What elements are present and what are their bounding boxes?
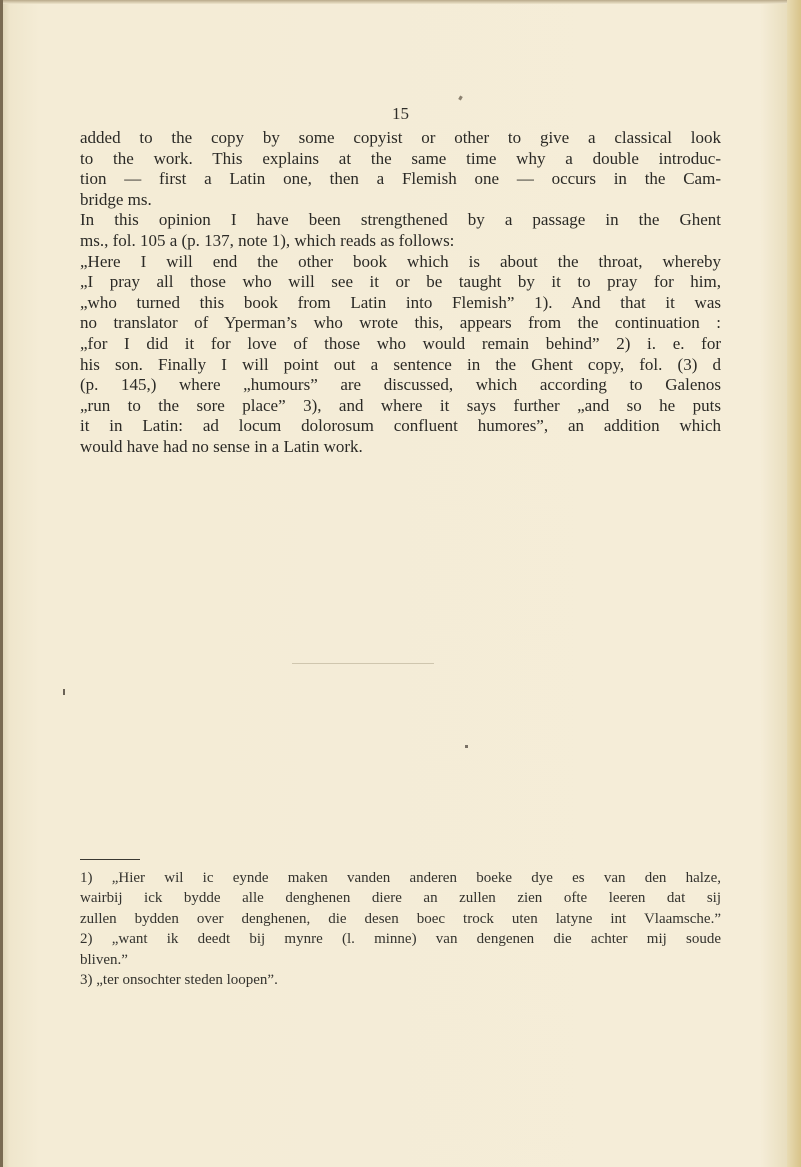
body-line: „for I did it for love of those who would remain behind” 2) i. e. for (80, 333, 721, 353)
body-line: his son. Finally I will point out a sentence in the Ghent copy, fol. (3) d (80, 354, 721, 374)
body-line: no translator of Yperman’s who wrote this, appears from the continuation : (80, 313, 721, 333)
paper-speck (465, 745, 468, 748)
footnote-line: 2) „want ik deedt bij mynre (l. minne) van dengenen die achter mij soude (80, 931, 721, 948)
page-number: 15 (392, 104, 409, 123)
footnote-rule (80, 859, 140, 860)
body-line: it in Latin: ad locum dolorosum confluent humores”, an addition which (80, 416, 721, 436)
body-line: In this opinion I have been strengthened by a passage in the Ghent (80, 210, 721, 230)
faint-separator-line (292, 663, 434, 664)
page-right-edge (787, 0, 801, 1167)
body-line: bridge ms. (80, 189, 152, 209)
page-top-edge (0, 0, 801, 4)
body-line: „Here I will end the other book which is about the throat, whereby (80, 251, 721, 271)
body-line: tion — first a Latin one, then a Flemish one — occurs in the Cam- (80, 169, 721, 189)
footnotes (80, 868, 721, 990)
body-line: „run to the sore place” 3), and where it says further „and so he puts (80, 395, 721, 415)
footnote-line: zullen bydden over denghenen, die desen boec trock uten latyne int Vlaamsche.” (80, 910, 721, 927)
body-line: added to the copy by some copyist or other to give a classical look (80, 128, 721, 147)
footnote-line: 3) „ter onsochter steden loopen”. (80, 972, 278, 989)
body-line: would have had no sense in a Latin work. (80, 436, 363, 456)
paper-speck (63, 689, 65, 695)
page-left-edge (0, 0, 3, 1167)
body-line: to the work. This explains at the same time why a double introduc- (80, 148, 721, 168)
body-text (80, 128, 721, 458)
body-line: ms., fol. 105 a (p. 137, note 1), which reads as follows: (80, 230, 455, 250)
paper-speck (458, 96, 463, 101)
footnote-line: wairbij ick bydde alle denghenen diere an zullen zien ofte leeren dat sij (80, 890, 721, 907)
body-line: „who turned this book from Latin into Flemish” 1). And that it was (80, 292, 721, 312)
body-line: „I pray all those who will see it or be taught by it to pray for him, (80, 272, 721, 292)
footnote-line: bliven.” (80, 951, 128, 968)
footnote-line: 1) „Hier wil ic eynde maken vanden anderen boeke dye es van den halze, (80, 870, 721, 886)
body-line: (p. 145,) where „humours” are discussed, which according to Galenos (80, 375, 721, 395)
